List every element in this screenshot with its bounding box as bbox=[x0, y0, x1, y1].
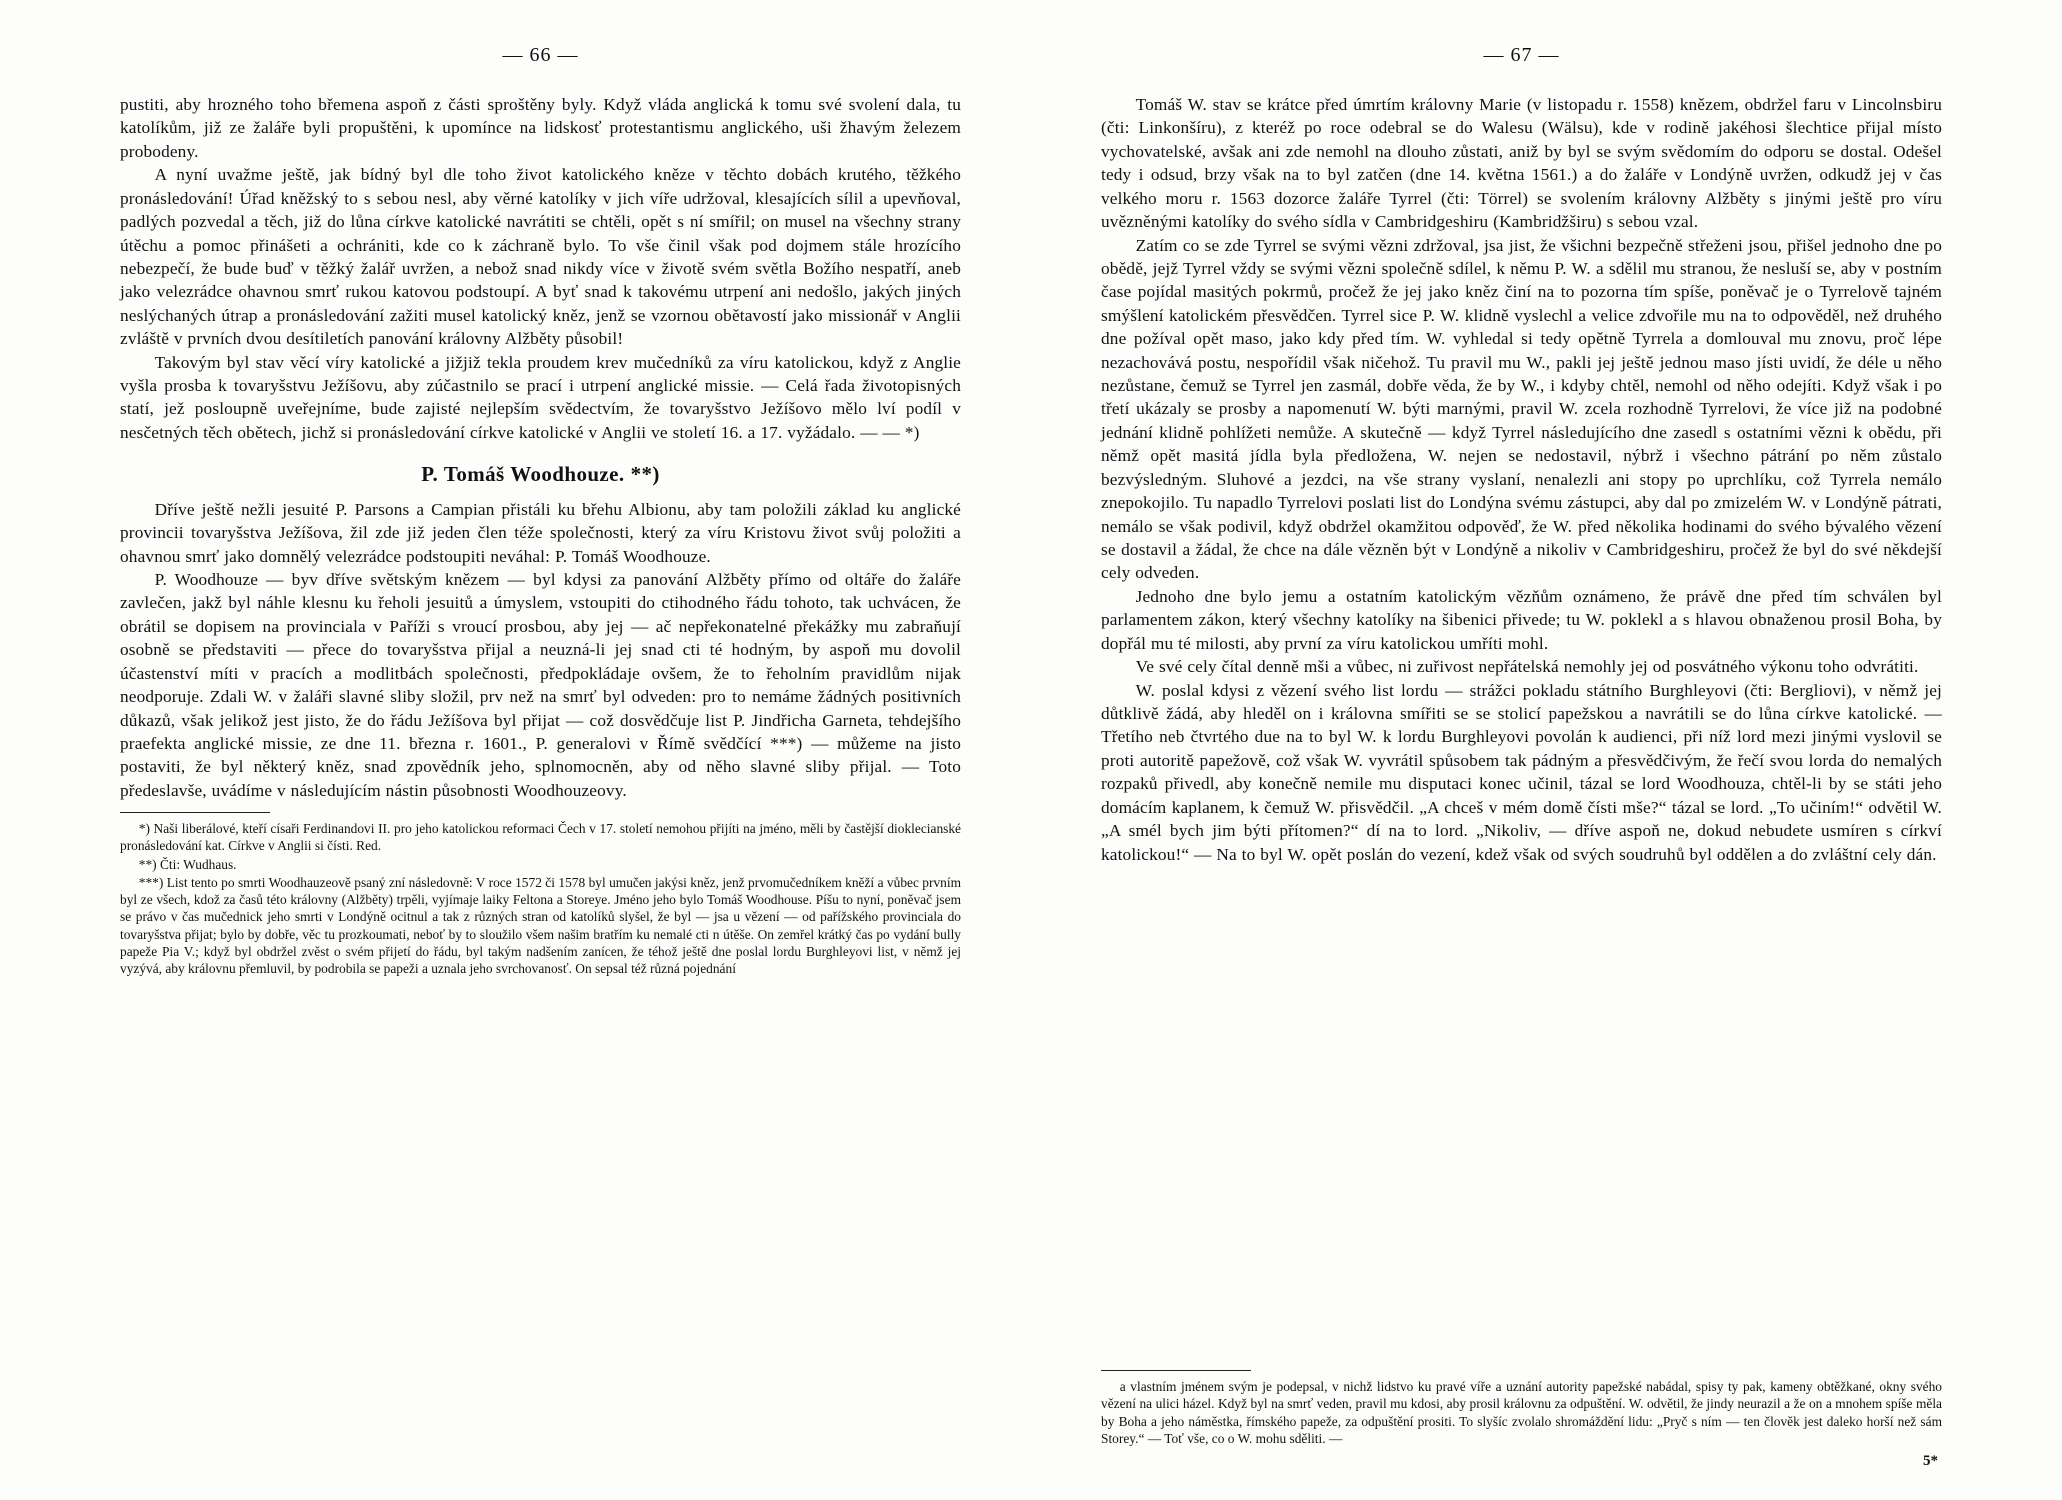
page-gutter bbox=[1031, 0, 1032, 1500]
left-footnotes bbox=[120, 820, 961, 978]
footnote: *) Naši liberálové, kteří císaři Ferdinandovi II. pro jeho katolickou reformaci Čech v 17. století nemohou přijíti na jméno, měli by častější dioklecianské pronásledování kat. Církve v Anglii si čísti. Red. bbox=[120, 821, 961, 854]
section-heading: P. Tomáš Woodhouze. **) bbox=[421, 462, 660, 487]
paragraph: W. poslal kdysi z vězení svého list lordu — strážci pokladu státního Burghleyovi (čti: Bergliovi), v němž jej důtklivě žádá, aby hleděl on i královna smířiti se se stolicí papežskou a navrátili se do lůna církve katolické. — Třetího neb čtvrtého due na to byl W. k lordu Burghleyovi povolán k audienci, při níž lord mezi jinými vyslovil se proti autoritě papežově, což však W. vyvrátil spůsobem tak pádným a přesvědčivým, že řečí svou lorda do nemalých rozpaků přivedl, aby konečně nemile mu disputaci konec učinil, tázal se lord Woodhouza, chtěl-li by se státi jeho domácím kaplanem, k čemuž W. přisvědčil. „A chceš v mém domě čísti mše?“ tázal se lord. „To učiním!“ odvětil W. „A smél bych jim býti přítomen?“ dí na to lord. „Nikoliv, — dříve aspoň ne, dokud nebudete usmíren s církví katolickou!“ — Na to byl W. opět poslán do vezení, kdež však od svých soudruhů byl oddělen a do zvláštní cely dán. bbox=[1101, 680, 1942, 864]
paragraph: Tomáš W. stav se krátce před úmrtím královny Marie (v listopadu r. 1558) knězem, obdržel faru v Lincolnsbiru (čti: Linkonšíru), z kteréž po roce odebral se do Walesu (Wälsu), kde v rodině jakéhosi šlechtice přijal místo vychovatelské, avšak ani zde nemohl na dlouho zůstati, aniž by byl se svým svědomím do odporu se dostal. Odešel tedy i odsud, brzy však na to byl zatčen (dne 14. května 1561.) a do žaláře v Londýně uvržen, odkudž jej v čas velkého moru r. 1563 dozorce žaláře Tyrrel (čti: Törrel) se svolením královny Alžběty s jinými ještě pro víru uvězněnými katolíky do svého sídla v Cambridgeshiru (Kambridžširu) s sebou vzal. bbox=[1101, 95, 1942, 232]
paragraph: Takovým byl stav věcí víry katolické a jižjiž tekla proudem krev mučedníků za víru katolickou, když z Anglie vyšla prosba k tovaryšstvu Ježíšovu, aby zúčastnilo se prací i utrpení anglické missie. — Celá řada životopisných statí, jež posloupně uveřejníme, bude zajisté nejlepším svědectvím, že tovaryšstvo Ježíšovo mělo lví podíl v nesčetných těch obětech, jichž si pronásledování církve katolické v Anglii ve století 16. a 17. vyžádalo. — — *) bbox=[120, 352, 961, 442]
footnote-divider bbox=[120, 812, 270, 813]
signature-mark: 5* bbox=[1923, 1453, 1938, 1469]
right-page bbox=[1031, 44, 1942, 1470]
right-footnotes bbox=[1101, 1378, 1942, 1447]
paragraph: Dříve ještě nežli jesuité P. Parsons a Campian přistáli ku břehu Albionu, aby tam položili základ ku anglické provincii tovaryšstva Ježíšova, žil zde již jeden člen téže společnosti, který za víru Kristovu život svůj položiti a ohavnou smrť jako domnělý velezrádce podstoupiti neváhal: P. Tomáš Woodhouze. bbox=[120, 499, 961, 566]
page-number-left: — 66 — bbox=[502, 44, 579, 66]
footnote-divider bbox=[1101, 1370, 1251, 1371]
page-number-right: — 67 — bbox=[1483, 44, 1560, 66]
footnote: **) Čti: Wudhaus. bbox=[138, 856, 237, 872]
footnote: ***) List tento po smrti Woodhauzeově psaný zní následovně: V roce 1572 či 1578 byl umučen jakýsi kněz, jenž prvomučedníkem kněží a vůbec prvním byl ze všech, kdož za časů této královny (Alžběty) trpěli, vyjímaje laiky Feltona a Storeye. Jméno jeho bylo Tomáš Woodhouse. Píšu to nyní, poněvač jsem se právo v čas mučednick jeho smrti v Londýně ocitnul a tak z různých stran od katolíků slyšel, že byl — jsa u vězení — od pařížského provinciala do tovaryšstva přijat; bylo by dobře, věc tu prozkoumati, neboť by to sloužilo všem našim bratřím ku nemalé cti n útěše. On zemřel krátký čas po vydání bully papeže Pia V.; když byl obdržel zvěst o svém přijetí do řádu, byl takým nadšením zanícen, že téhož ještě dne poslal lordu Burghleyovi list, v němž jej vyzývá, aby královnu přemluvil, by podrobila se papeži a uznala jeho svrchovanosť. On sepsal též různá pojednání bbox=[120, 874, 961, 977]
paragraph: Ve své cely čítal denně mši a vůbec, ni zuřivost nepřátelská nemohly jej od posvátného výkonu toho odvrátiti. bbox=[1135, 657, 1919, 677]
footnote: a vlastním jménem svým je podepsal, v nichž lidstvo ku pravé víře a uznání autority papežské nabádal, spisy ty pak, kameny obtěžkané, okny svého vězení na ulici házel. Když byl na smrť veden, pravil mu kdosi, aby prosil královnu za odpuštění. W. odvětil, že jindy neurazil a že on a mnohem spíše měla by Boha a jeho náměstka, římského papeže, za odpuštění prositi. To slyšíc zvolalo shromáždění lidu: „Pryč s ním — ten člověk jest daleko horší než sám Storey.“ — Toť vše, co o W. mohu sděliti. — bbox=[1101, 1379, 1942, 1446]
left-page bbox=[120, 44, 1031, 1470]
paragraph: Jednoho dne bylo jemu a ostatním katolickým vězňům oznámeno, že právě dne před tím schválen byl parlamentem zákon, který všechny katolíky na šibenici přivede; tu W. poklekl a s hlavou obnaženou prosil Boha, by dopřál mu té milosti, aby první za víru katolickou umříti mohl. bbox=[1101, 586, 1942, 653]
left-body-text bbox=[120, 93, 961, 802]
right-body-text bbox=[1101, 93, 1942, 866]
right-page-footer bbox=[1101, 1360, 1942, 1470]
paragraph: pustiti, aby hrozného toho břemena aspoň z části sproštěny byly. Když vláda anglická k tomu své svolení dala, tu katolíkům, již ze žaláře byli propuštěni, k upomínce na lidskosť protestantismu anglického, uši žhavým železem probodeny. bbox=[120, 95, 961, 161]
paragraph: P. Woodhouze — byv dříve světským knězem — byl kdysi za panování Alžběty přímo od oltáře do žaláře zavlečen, jakž byl náhle klesnu ku řeholi jesuitů a úmyslem, vstoupiti do ctihodného řádu tohoto, tak uchvácen, že obrátil se dopisem na provinciala v Paříži s vroucí prosbou, aby jej — ač nepřekonatelné překážky mu zabraňují osobně se představiti — přece do tovaryšstva přijal a neuzná-li jej snad cti té hodným, by aspoň mu dovolil účastenství míti v pracích a modlitbách společnosti, předpokládaje ovšem, že to řeholním pravidlům nijak neodporuje. Zdali W. v žaláři slavné sliby složil, prv než na smrť byl odveden: pro to nemáme žádných positivních důkazů, však jelikož jest jisto, že do řádu Ježíšova byl přijat — což dosvědčuje list P. Jindřicha Garneta, tehdejšího praefekta anglické missie, ze dne 11. března r. 1601., P. generalovi v Římě svědčící ***) — můžeme na jisto postaviti, že byl některý kněz, snad zpovědník jeho, splnomocněn, aby od něho slavné sliby přijal. — Toto předeslavše, uvádíme v následujícím nástin působnosti Woodhouzeovy. bbox=[120, 570, 961, 800]
paragraph: A nyní uvažme ještě, jak bídný byl dle toho život katolického kněze v těchto dobách krutého, těžkého pronásledování! Úřad kněžský to s sebou nesl, aby věrné katolíky v jich víře udržoval, klesajících sílil a upevňoval, padlých pozvedal a těch, již do lůna církve katolické navrátiti se chtěli, opět s ní smířil; on musel na všechny strany útěchu a pomoc přinášeti a ochrániti, kde co k záchraně bylo. To vše činil však pod dojmem stále hrozícího nebezpečí, že bude buď v těžký žalář uvržen, a nebož snad nikdy více v životě svém světla Božího nespatří, aneb jako velezrádce ohavnou smrť rukou katovou podstoupí. A byť snad k takovému utrpení ani nedošlo, jakých jiných neslýchaných útrap a pronásledování zažiti musel katolický kněz, jenž se vzornou obětavostí jako missionář v Anglii zvláště v prvních dvou desítiletích panování královny Alžběty působil! bbox=[120, 165, 961, 349]
paragraph: Zatím co se zde Tyrrel se svými vězni zdržoval, jsa jist, že všichni bezpečně střeženi jsou, přišel jednoho dne po obědě, jejž Tyrrel vždy se svými vězni společně sdílel, k němu P. W. a sdělil mu stranou, že nesluší se, aby v postním čase pojídal masitých pokrmů, pročež že jej jako kněz činí na to pozorna tím spíše, poněvač je o Tyrrelově tajném smýšlení katolickém přesvědčen. Tyrrel sice P. W. klidně vyslechl a velice zdvořile mu na to odpověděl, než druhého dne požíval opět maso, jako kdy před tím. W. vyhledal si tedy opětně Tyrrela a domlouval mu znovu, proč lépe nezachovává postu, nespořídil však ničehož. Tu pravil mu W., pakli jej ještě jednou maso jísti uvidí, že déle u něho nezůstane, čemuž se Tyrrel jen zasmál, dobře věda, že by W., i kdyby chtěl, nemohl od něho odejíti. Když však i po třetí ukázaly se prosby a napomenutí W. býti marnými, pravil W. zcela rozhodně Tyrrelovi, že více již na podobné jednání klidně pohlížeti nemůže. A skutečně — když Tyrrel následujícího dne zasedl s ostatními vězni k obědu, při němž opět masitá jídla byla předložena, W. nejen se nedostavil, nýbrž i všechno pátrání po něm zůstalo bezvýsledným. Sluhové a jezdci, na vše strany vyslaní, nenalezli ani stopy po uprchlíku, což Tyrrela nemálo znepokojilo. Tu napadlo Tyrrelovi poslati list do Londýna svému zástupci, aby dal po zmizelém W. v Londýně pátrati, nemálo se však podivil, když obdržel okamžitou odpověď, že W. před několika hodinami do svého bývalého vězení se dostavil a žádal, že chce na dále vězněn být v Londýně a nikoliv v Cambridgeshiru, pročež že byl do své někdejší cely odveden. bbox=[1101, 235, 1942, 583]
